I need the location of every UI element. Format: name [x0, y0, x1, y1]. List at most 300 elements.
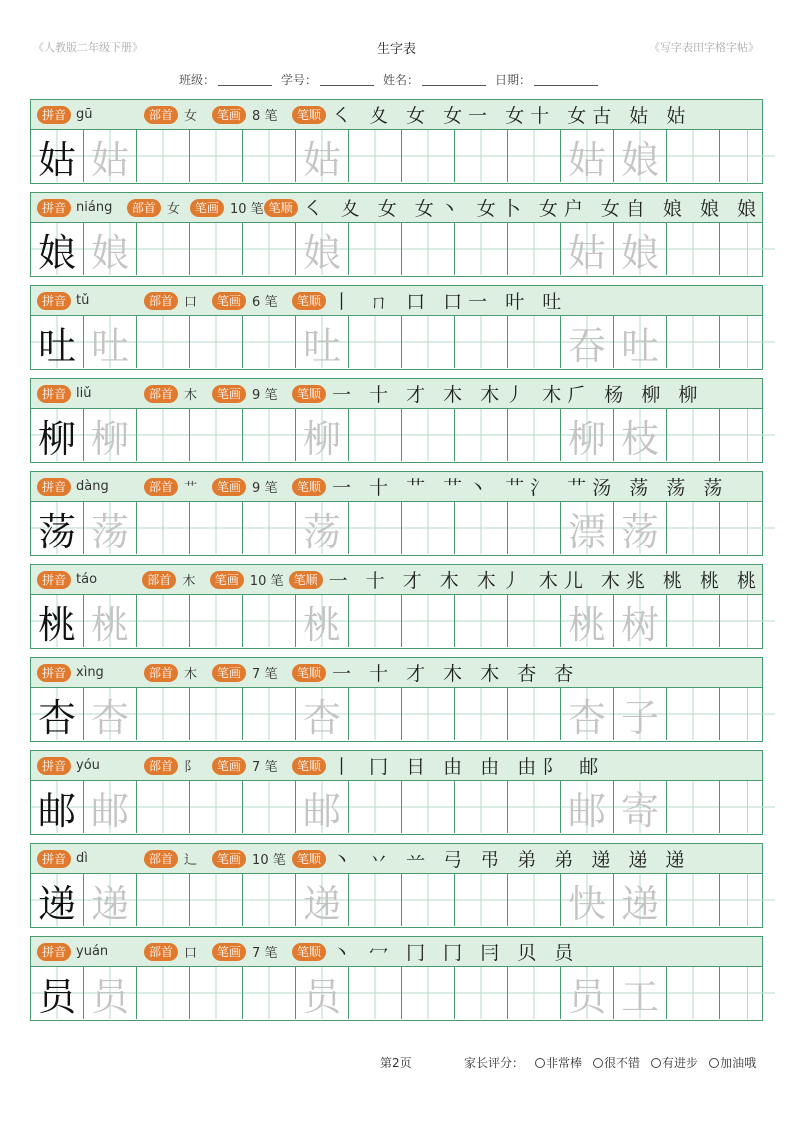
tianzige-cell[interactable]	[667, 409, 720, 461]
radical-tag: 部首	[144, 943, 178, 961]
tianzige-cell[interactable]	[402, 316, 455, 368]
strokes-value: 7 笔	[252, 946, 278, 961]
tianzige-cell[interactable]	[349, 130, 402, 182]
tianzige-cell[interactable]	[455, 967, 508, 1019]
tianzige-cell[interactable]	[296, 595, 349, 647]
tianzige-cell[interactable]	[667, 874, 720, 926]
trace-character: 邮	[302, 788, 341, 833]
tianzige-cell[interactable]	[243, 781, 296, 833]
tianzige-cell[interactable]	[614, 223, 667, 275]
tianzige-cell[interactable]	[614, 781, 667, 833]
tianzige-cell[interactable]	[31, 223, 84, 275]
tianzige-cell[interactable]	[561, 316, 614, 368]
strokes-value: 9 笔	[252, 388, 278, 403]
tianzige-grid	[31, 502, 762, 554]
tianzige-cell[interactable]	[614, 502, 667, 554]
rating-option[interactable]	[709, 1054, 756, 1071]
student-number-field[interactable]: 学号：	[281, 71, 374, 88]
tianzige-cell[interactable]	[614, 874, 667, 926]
tianzige-cell[interactable]	[349, 874, 402, 926]
tianzige-cell[interactable]	[31, 595, 84, 647]
trace-character: 姑	[567, 137, 606, 182]
radical-value: 阝	[184, 760, 198, 775]
model-character: 桃	[37, 602, 76, 647]
trace-character: 吞	[567, 323, 606, 368]
radical-value: 口	[184, 946, 198, 961]
tianzige-cell[interactable]	[561, 781, 614, 833]
tianzige-cell[interactable]	[614, 316, 667, 368]
tianzige-cell[interactable]	[508, 223, 561, 275]
character-info-bar	[31, 193, 762, 223]
tianzige-cell[interactable]	[31, 409, 84, 461]
tianzige-cell[interactable]	[137, 409, 190, 461]
character-block	[30, 99, 763, 184]
tianzige-cell[interactable]	[667, 130, 720, 182]
radio-circle-icon[interactable]	[593, 1058, 603, 1068]
tianzige-cell[interactable]	[137, 688, 190, 740]
tianzige-cell[interactable]	[720, 967, 775, 1019]
radical-tag: 部首	[144, 292, 178, 310]
strokes-tag: 笔画	[212, 943, 246, 961]
pinyin-tag: 拼音	[37, 757, 71, 775]
trace-character: 荡	[620, 509, 659, 554]
stroke-order-sequence: 一 十 艹 艹丶 艹氵 艹汤 荡 荡 荡	[332, 477, 729, 499]
tianzige-cell[interactable]	[508, 874, 561, 926]
pinyin-tag: 拼音	[37, 292, 71, 310]
tianzige-cell[interactable]	[349, 688, 402, 740]
pinyin-value: xìng	[76, 665, 104, 680]
rating-label: 家长评分：	[464, 1056, 525, 1070]
stroke-order-tag: 笔顺	[292, 385, 326, 403]
tianzige-cell[interactable]	[667, 595, 720, 647]
stroke-order-tag: 笔顺	[292, 943, 326, 961]
model-character: 娘	[37, 230, 76, 275]
tianzige-cell[interactable]	[561, 688, 614, 740]
tianzige-cell[interactable]	[455, 223, 508, 275]
stroke-order-sequence: 一 十 才 木 木丿 木𠂆 杨 柳 柳	[332, 384, 704, 406]
stroke-order-tag: 笔顺	[292, 850, 326, 868]
radio-circle-icon[interactable]	[709, 1058, 719, 1068]
tianzige-cell[interactable]	[349, 316, 402, 368]
strokes-tag: 笔画	[212, 478, 246, 496]
character-info-bar	[31, 937, 762, 967]
stroke-order-sequence: 丶 冖 冂 冂 冃 贝 员	[332, 942, 580, 964]
radical-value: 木	[184, 388, 198, 403]
tianzige-cell[interactable]	[455, 409, 508, 461]
strokes-value: 6 笔	[252, 295, 278, 310]
pinyin-tag: 拼音	[37, 385, 71, 403]
strokes-value: 7 笔	[252, 760, 278, 775]
tianzige-cell[interactable]	[84, 502, 137, 554]
trace-character: 邮	[567, 788, 606, 833]
tianzige-cell[interactable]	[614, 967, 667, 1019]
tianzige-cell[interactable]	[31, 967, 84, 1019]
pinyin-tag: 拼音	[37, 943, 71, 961]
character-block	[30, 657, 763, 742]
tianzige-cell[interactable]	[720, 316, 775, 368]
strokes-tag: 笔画	[212, 106, 246, 124]
pinyin-tag: 拼音	[37, 850, 71, 868]
tianzige-cell[interactable]	[243, 223, 296, 275]
trace-character: 娘	[620, 137, 659, 182]
tianzige-cell[interactable]	[84, 316, 137, 368]
tianzige-cell[interactable]	[402, 874, 455, 926]
stroke-order-tag: 笔顺	[292, 106, 326, 124]
trace-character: 寄	[620, 788, 659, 833]
pinyin-value: niáng	[76, 200, 113, 215]
radical-tag: 部首	[144, 385, 178, 403]
character-info-bar	[31, 472, 762, 502]
radical-tag: 部首	[144, 106, 178, 124]
radical-tag: 部首	[144, 478, 178, 496]
character-info-bar	[31, 844, 762, 874]
header-right-text: 《写字表田字格字帖》	[649, 41, 759, 54]
stroke-order-tag: 笔顺	[292, 478, 326, 496]
page-title: 生字表	[376, 42, 416, 57]
tianzige-cell[interactable]	[31, 316, 84, 368]
tianzige-cell[interactable]	[402, 130, 455, 182]
tianzige-cell[interactable]	[561, 409, 614, 461]
character-table	[30, 99, 763, 1029]
pinyin-value: gū	[76, 107, 93, 122]
tianzige-cell[interactable]	[720, 781, 775, 833]
header-left-text: 《人教版二年级下册》	[33, 41, 143, 54]
trace-character: 桃	[567, 602, 606, 647]
trace-character: 快	[567, 881, 606, 926]
model-character: 杏	[37, 695, 76, 740]
pinyin-tag: 拼音	[37, 106, 71, 124]
tianzige-cell[interactable]	[349, 502, 402, 554]
tianzige-cell[interactable]	[296, 688, 349, 740]
rating-option[interactable]	[535, 1054, 582, 1071]
trace-character: 树	[620, 602, 659, 647]
tianzige-cell[interactable]	[190, 595, 243, 647]
tianzige-cell[interactable]	[561, 130, 614, 182]
tianzige-cell[interactable]	[667, 781, 720, 833]
trace-character: 杏	[90, 695, 129, 740]
character-block	[30, 843, 763, 928]
tianzige-cell[interactable]	[349, 223, 402, 275]
pinyin-value: dì	[76, 851, 88, 866]
tianzige-cell[interactable]	[84, 874, 137, 926]
tianzige-cell[interactable]	[720, 502, 775, 554]
tianzige-cell[interactable]	[243, 688, 296, 740]
stroke-order-tag: 笔顺	[292, 757, 326, 775]
radical-tag: 部首	[144, 850, 178, 868]
tianzige-grid	[31, 409, 762, 461]
tianzige-cell[interactable]	[190, 502, 243, 554]
pinyin-value: táo	[76, 572, 98, 587]
trace-character: 娘	[302, 230, 341, 275]
page-number: 第2页	[380, 1056, 412, 1070]
tianzige-cell[interactable]	[402, 688, 455, 740]
tianzige-cell[interactable]	[508, 316, 561, 368]
tianzige-cell[interactable]	[455, 502, 508, 554]
tianzige-cell[interactable]	[561, 223, 614, 275]
tianzige-cell[interactable]	[455, 781, 508, 833]
trace-character: 柳	[567, 416, 606, 461]
tianzige-cell[interactable]	[614, 130, 667, 182]
tianzige-grid	[31, 130, 762, 182]
tianzige-cell[interactable]	[720, 130, 775, 182]
tianzige-cell[interactable]	[508, 781, 561, 833]
rating-option-label: 有进步	[662, 1056, 699, 1070]
tianzige-cell[interactable]	[190, 781, 243, 833]
tianzige-cell[interactable]	[349, 409, 402, 461]
pinyin-tag: 拼音	[37, 664, 71, 682]
tianzige-cell[interactable]	[137, 223, 190, 275]
strokes-tag: 笔画	[210, 571, 244, 589]
tianzige-cell[interactable]	[243, 874, 296, 926]
tianzige-cell[interactable]	[31, 130, 84, 182]
model-character: 递	[37, 881, 76, 926]
date-field[interactable]: 日期：	[495, 71, 598, 88]
character-block	[30, 936, 763, 1021]
character-block	[30, 564, 763, 649]
tianzige-cell[interactable]	[296, 502, 349, 554]
tianzige-cell[interactable]	[614, 595, 667, 647]
tianzige-cell[interactable]	[455, 130, 508, 182]
strokes-value: 9 笔	[252, 481, 278, 496]
stroke-order-tag: 笔顺	[289, 571, 323, 589]
trace-character: 桃	[90, 602, 129, 647]
strokes-value: 10 笔	[252, 853, 286, 868]
tianzige-cell[interactable]	[296, 316, 349, 368]
tianzige-cell[interactable]	[455, 316, 508, 368]
stroke-order-sequence: 丨 冂 日 由 由 由阝 邮	[332, 756, 605, 778]
trace-character: 吐	[90, 323, 129, 368]
tianzige-cell[interactable]	[508, 502, 561, 554]
tianzige-cell[interactable]	[190, 223, 243, 275]
stroke-order-sequence: 丶 丷 䒑 弓 弔 弟 弟 递 递 递	[332, 849, 691, 871]
tianzige-cell[interactable]	[561, 874, 614, 926]
student-info-line	[179, 71, 598, 88]
tianzige-cell[interactable]	[84, 595, 137, 647]
tianzige-cell[interactable]	[137, 967, 190, 1019]
tianzige-cell[interactable]	[190, 967, 243, 1019]
stroke-order-sequence: 一 十 才 木 木 杏 杏	[332, 663, 580, 685]
tianzige-cell[interactable]	[455, 595, 508, 647]
strokes-tag: 笔画	[212, 292, 246, 310]
character-block	[30, 471, 763, 556]
name-field[interactable]: 姓名：	[383, 71, 486, 88]
stroke-order-sequence: ㇛ 夊 女 女一 女十 女古 姑 姑	[332, 105, 692, 127]
rating-option[interactable]	[651, 1054, 698, 1071]
pinyin-tag: 拼音	[37, 478, 71, 496]
character-info-bar	[31, 658, 762, 688]
character-block	[30, 750, 763, 835]
trace-character: 工	[620, 974, 659, 1019]
tianzige-grid	[31, 874, 762, 926]
trace-character: 递	[302, 881, 341, 926]
tianzige-cell[interactable]	[508, 130, 561, 182]
trace-character: 员	[302, 974, 341, 1019]
tianzige-cell[interactable]	[31, 874, 84, 926]
tianzige-cell[interactable]	[31, 502, 84, 554]
tianzige-cell[interactable]	[84, 409, 137, 461]
tianzige-cell[interactable]	[84, 130, 137, 182]
rating-option-label: 非常棒	[546, 1056, 583, 1070]
radio-circle-icon[interactable]	[535, 1058, 545, 1068]
class-field[interactable]: 班级：	[179, 71, 272, 88]
strokes-tag: 笔画	[212, 757, 246, 775]
tianzige-cell[interactable]	[190, 874, 243, 926]
tianzige-cell[interactable]	[667, 967, 720, 1019]
trace-character: 邮	[90, 788, 129, 833]
character-info-bar	[31, 751, 762, 781]
tianzige-cell[interactable]	[137, 130, 190, 182]
tianzige-cell[interactable]	[243, 130, 296, 182]
stroke-order-sequence: 丨 ㄇ 口 口一 叶 吐	[332, 291, 568, 313]
pinyin-value: liǔ	[76, 386, 92, 401]
tianzige-cell[interactable]	[84, 781, 137, 833]
strokes-tag: 笔画	[212, 664, 246, 682]
character-block	[30, 378, 763, 463]
tianzige-cell[interactable]	[84, 967, 137, 1019]
trace-character: 吐	[302, 323, 341, 368]
tianzige-cell[interactable]	[508, 688, 561, 740]
tianzige-cell[interactable]	[137, 502, 190, 554]
trace-character: 子	[620, 695, 659, 740]
stroke-order-sequence: ㇛ 夊 女 女丶 女卜 女户 女自 娘 娘 娘	[303, 198, 762, 220]
tianzige-cell[interactable]	[137, 874, 190, 926]
tianzige-cell[interactable]	[667, 223, 720, 275]
radical-value: 辶	[184, 853, 198, 868]
tianzige-cell[interactable]	[31, 781, 84, 833]
radical-tag: 部首	[144, 664, 178, 682]
tianzige-cell[interactable]	[296, 874, 349, 926]
tianzige-cell[interactable]	[84, 688, 137, 740]
trace-character: 枝	[620, 416, 659, 461]
trace-character: 桃	[302, 602, 341, 647]
tianzige-cell[interactable]	[349, 781, 402, 833]
rating-option-label: 很不错	[604, 1056, 641, 1070]
tianzige-cell[interactable]	[190, 130, 243, 182]
tianzige-cell[interactable]	[243, 967, 296, 1019]
tianzige-cell[interactable]	[349, 967, 402, 1019]
model-character: 柳	[37, 416, 76, 461]
tianzige-cell[interactable]	[402, 223, 455, 275]
tianzige-cell[interactable]	[402, 595, 455, 647]
stroke-order-sequence: 一 十 才 木 木丿 木儿 木兆 桃 桃 桃	[328, 570, 762, 592]
tianzige-cell[interactable]	[190, 409, 243, 461]
model-character: 荡	[37, 509, 76, 554]
trace-character: 漂	[567, 509, 606, 554]
tianzige-cell[interactable]	[31, 688, 84, 740]
tianzige-cell[interactable]	[137, 781, 190, 833]
tianzige-cell[interactable]	[720, 409, 775, 461]
tianzige-cell[interactable]	[137, 316, 190, 368]
pinyin-tag: 拼音	[37, 571, 71, 589]
tianzige-cell[interactable]	[296, 130, 349, 182]
tianzige-grid	[31, 223, 762, 275]
tianzige-cell[interactable]	[455, 874, 508, 926]
character-block	[30, 285, 763, 370]
pinyin-value: yuán	[76, 944, 109, 959]
rating-option-label: 加油哦	[720, 1056, 757, 1070]
strokes-tag: 笔画	[190, 199, 224, 217]
trace-character: 吐	[620, 323, 659, 368]
tianzige-cell[interactable]	[667, 502, 720, 554]
model-character: 员	[37, 974, 76, 1019]
trace-character: 娘	[620, 230, 659, 275]
radical-value: 口	[184, 295, 198, 310]
radical-value: 女	[166, 202, 180, 217]
tianzige-cell[interactable]	[243, 316, 296, 368]
tianzige-cell[interactable]	[561, 502, 614, 554]
tianzige-cell[interactable]	[402, 502, 455, 554]
tianzige-cell[interactable]	[84, 223, 137, 275]
rating-option[interactable]	[593, 1054, 640, 1071]
tianzige-cell[interactable]	[296, 223, 349, 275]
tianzige-cell[interactable]	[667, 316, 720, 368]
tianzige-cell[interactable]	[402, 409, 455, 461]
tianzige-cell[interactable]	[720, 688, 775, 740]
tianzige-cell[interactable]	[720, 874, 775, 926]
tianzige-cell[interactable]	[296, 409, 349, 461]
trace-character: 柳	[302, 416, 341, 461]
trace-character: 杏	[567, 695, 606, 740]
trace-character: 荡	[90, 509, 129, 554]
stroke-order-tag: 笔顺	[292, 292, 326, 310]
strokes-value: 8 笔	[252, 109, 278, 124]
tianzige-cell[interactable]	[137, 595, 190, 647]
tianzige-cell[interactable]	[667, 688, 720, 740]
tianzige-grid	[31, 688, 762, 740]
tianzige-cell[interactable]	[190, 316, 243, 368]
tianzige-cell[interactable]	[296, 967, 349, 1019]
tianzige-cell[interactable]	[243, 595, 296, 647]
stroke-order-tag: 笔顺	[264, 199, 298, 217]
tianzige-cell[interactable]	[349, 595, 402, 647]
tianzige-cell[interactable]	[190, 688, 243, 740]
tianzige-cell[interactable]	[402, 781, 455, 833]
tianzige-cell[interactable]	[402, 967, 455, 1019]
tianzige-cell[interactable]	[508, 967, 561, 1019]
tianzige-cell[interactable]	[296, 781, 349, 833]
character-block	[30, 192, 763, 277]
trace-character: 员	[90, 974, 129, 1019]
tianzige-cell[interactable]	[720, 223, 775, 275]
tianzige-cell[interactable]	[455, 688, 508, 740]
stroke-order-tag: 笔顺	[292, 664, 326, 682]
strokes-value: 7 笔	[252, 667, 278, 682]
tianzige-cell[interactable]	[561, 967, 614, 1019]
tianzige-cell[interactable]	[508, 409, 561, 461]
trace-character: 员	[567, 974, 606, 1019]
tianzige-cell[interactable]	[561, 595, 614, 647]
tianzige-cell[interactable]	[614, 409, 667, 461]
parent-rating	[464, 1054, 756, 1071]
tianzige-grid	[31, 781, 762, 833]
radical-value: 女	[184, 109, 198, 124]
tianzige-cell[interactable]	[243, 409, 296, 461]
trace-character: 姑	[90, 137, 129, 182]
tianzige-cell[interactable]	[243, 502, 296, 554]
character-info-bar	[31, 565, 762, 595]
pinyin-value: yóu	[76, 758, 100, 773]
trace-character: 柳	[90, 416, 129, 461]
tianzige-cell[interactable]	[508, 595, 561, 647]
radical-value: 木	[184, 667, 198, 682]
strokes-tag: 笔画	[212, 385, 246, 403]
pinyin-value: dàng	[76, 479, 109, 494]
tianzige-cell[interactable]	[614, 688, 667, 740]
tianzige-grid	[31, 967, 762, 1019]
radio-circle-icon[interactable]	[651, 1058, 661, 1068]
tianzige-grid	[31, 595, 762, 647]
tianzige-cell[interactable]	[720, 595, 775, 647]
